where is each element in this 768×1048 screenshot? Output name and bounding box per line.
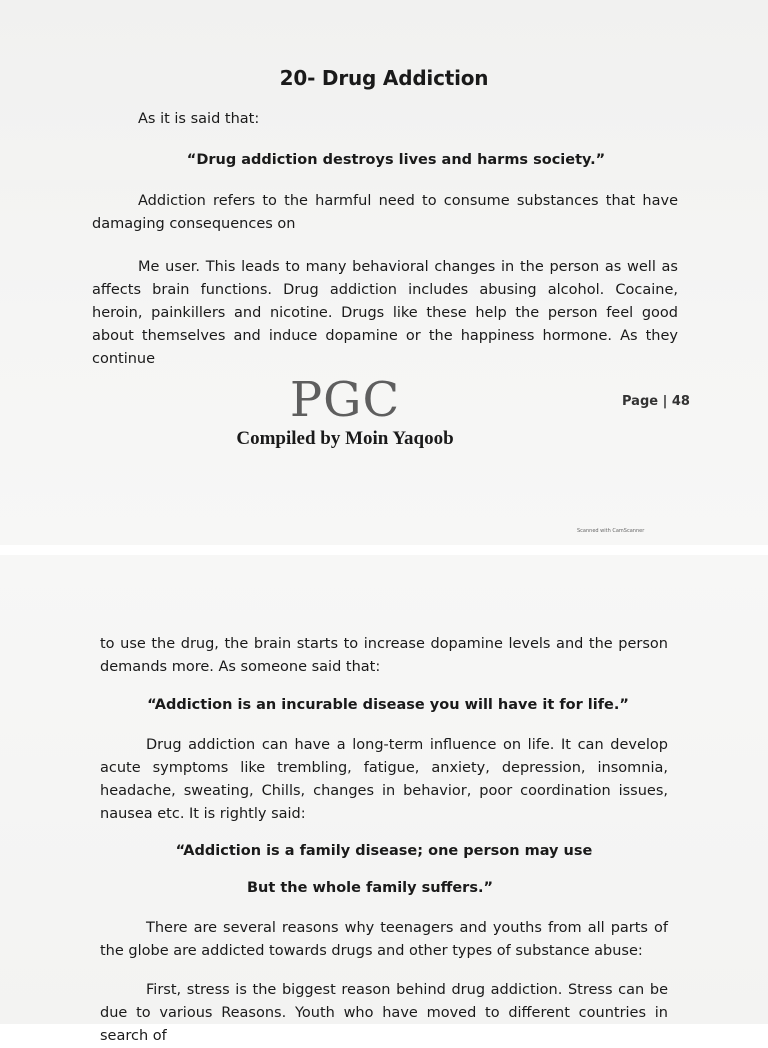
paragraph-definition: Addiction refers to the harmful need to consume substances that have damaging consequences on <box>92 193 678 232</box>
page-number: Page | 48 <box>622 394 690 409</box>
quote-family-disease-line1: “Addiction is a family disease; one person may use <box>175 843 593 859</box>
scanner-watermark: Scanned with CamScanner <box>577 528 645 534</box>
pgc-logo: PGC <box>289 372 401 428</box>
intro-line: As it is said that: <box>138 111 260 127</box>
quote-incurable-disease: “Addiction is an incurable disease you will have it for life.” <box>147 697 629 713</box>
page-title: 20- Drug Addiction <box>279 66 489 90</box>
paragraph-continuation: to use the drug, the brain starts to increase dopamine levels and the person demands more. As someone said that: <box>100 636 668 675</box>
quote-family-disease-line2: But the whole family suffers.” <box>246 880 494 896</box>
paragraph-symptoms: Drug addiction can have a long-term influence on life. It can develop acute symptoms like trembling, fatigue, anxiety, depression, insomnia, headache, sweating, Chills, changes in behavior, poor coordination issues, nausea etc. It is rightly said: <box>100 737 668 822</box>
quote-drug-addiction: “Drug addiction destroys lives and harms society.” <box>186 152 606 168</box>
paragraph-reasons: There are several reasons why teenagers and youths from all parts of the globe are addicted towards drugs and other types of substance abuse: <box>100 920 668 959</box>
paragraph-stress: First, stress is the biggest reason behind drug addiction. Stress can be due to various Reasons. Youth who have moved to different countries in search of <box>100 982 668 1044</box>
paragraph-effects: Me user. This leads to many behavioral changes in the person as well as affects brain functions. Drug addiction includes abusing alcohol. Cocaine, heroin, painkillers and nicotine. Drugs like these help the person feel good about themselves and induce dopamine or the happiness hormone. As they continue <box>92 259 678 367</box>
compiled-by-credit: Compiled by Moin Yaqoob <box>236 428 454 449</box>
